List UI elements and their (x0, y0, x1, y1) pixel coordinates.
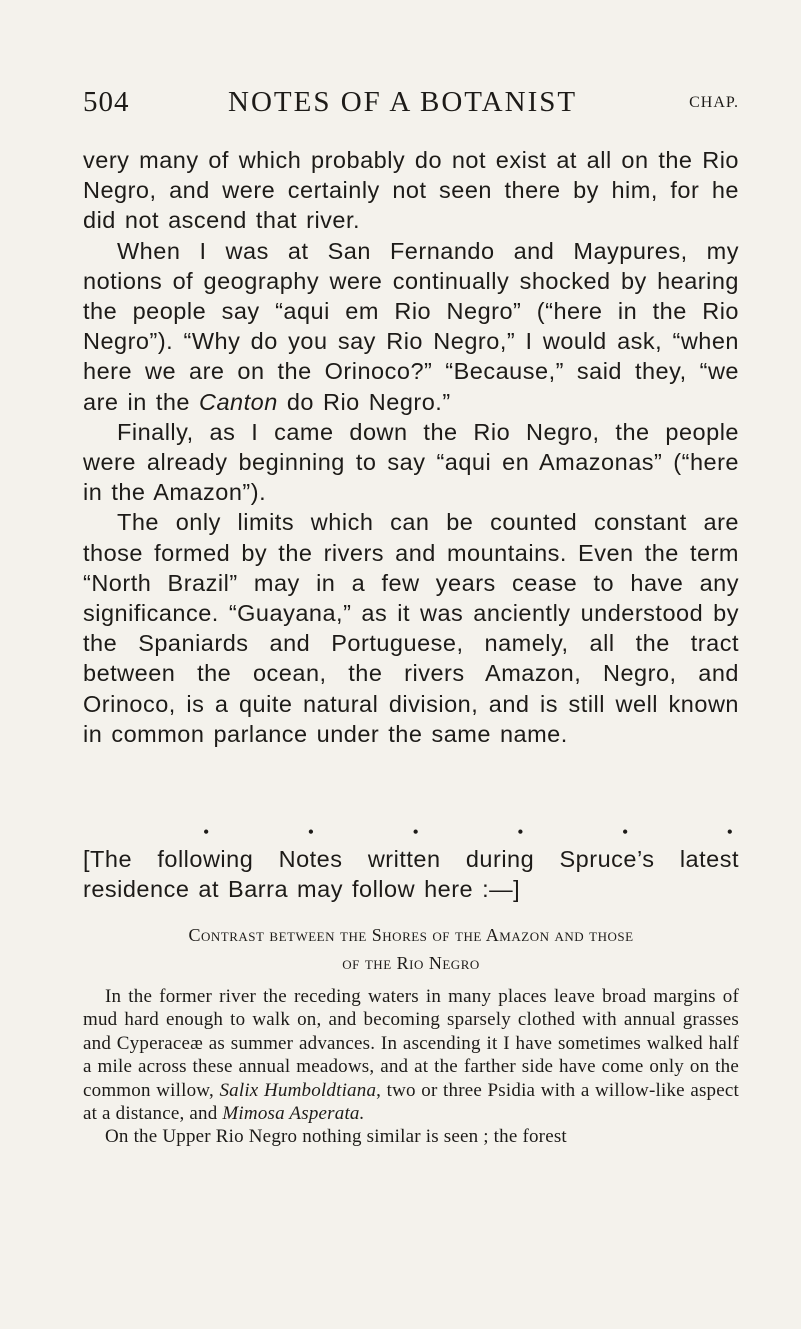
section-separator (203, 822, 733, 843)
paragraph-text: When I was at San Fernando and Maypures, my notions of geography were continually shocked by hearing the people say “aqui em Rio Negro” (“here in the Rio Negro”). “Why do you say Rio Negro,” I would ask, “when here we are on the Orinoco?” “Because,” said they, “we are in the (83, 237, 739, 415)
section-heading-line: of the Rio Negro (342, 953, 480, 973)
section-heading (83, 921, 739, 977)
section-heading-line: Contrast between the Shores of the Amazon and those (188, 925, 634, 945)
chapter-label: CHAP. (689, 94, 739, 111)
separator-dot: • (726, 822, 733, 842)
separator-dot: • (412, 822, 419, 842)
paragraph-limits: The only limits which can be counted constant are those formed by the rivers and mountains. Even the term “North Brazil” may in a few years cease to have any significance. “Guayana,” as it was anciently understood by the Spaniards and Portuguese, namely, all the tract between the ocean, the rivers Amazon, Negro, and Orinoco, is a quite natural division, and is still well known in common parlance under the same name. (83, 509, 739, 747)
italic-species: Mimosa Asperata. (222, 1103, 365, 1125)
separator-dot: • (307, 822, 315, 842)
book-page (83, 0, 739, 1329)
paragraph-text: do Rio Negro.” (277, 388, 451, 415)
paragraph-former-river (83, 985, 739, 1125)
paragraph-text: In the former river the receding waters in many places leave broad margins of mud hard enough to walk on, and becoming sparsely clothed with annual grasses and Cyperaceæ as summer advances. In ascending it I have sometimes walked half a mile across these annual meadows, and at the farther side have come only on the common willow, (83, 986, 739, 1101)
main-text (83, 145, 739, 749)
running-title: NOTES OF A BOTANIST (228, 86, 578, 118)
page-number: 504 (83, 86, 130, 118)
separator-dot: • (203, 822, 210, 842)
paragraph-continued: very many of which probably do not exist at all on the Rio Negro, and were certainly not seen there by him, for he did not ascend that river. (83, 147, 739, 234)
paragraph-san-fernando (83, 236, 739, 417)
running-head (83, 86, 739, 130)
paragraph-finally: Finally, as I came down the Rio Negro, the people were already beginning to say “aqui en Amazonas” (“here in the Amazon”). (83, 418, 739, 506)
section-body (83, 985, 739, 1149)
paragraph-text: , two or three Psidia with a willow-like aspect at a distance, and (83, 1079, 739, 1125)
italic-species: Salix Humboldtiana (219, 1079, 377, 1101)
editor-note: [The following Notes written during Spruce’s latest residence at Barra may follow here :—] (83, 846, 739, 903)
paragraph-upper-rio-negro: On the Upper Rio Negro nothing similar is seen ; the forest (105, 1126, 567, 1148)
separator-dot: • (517, 822, 524, 842)
italic-term: Canton (199, 388, 278, 415)
separator-dot: • (621, 822, 629, 842)
